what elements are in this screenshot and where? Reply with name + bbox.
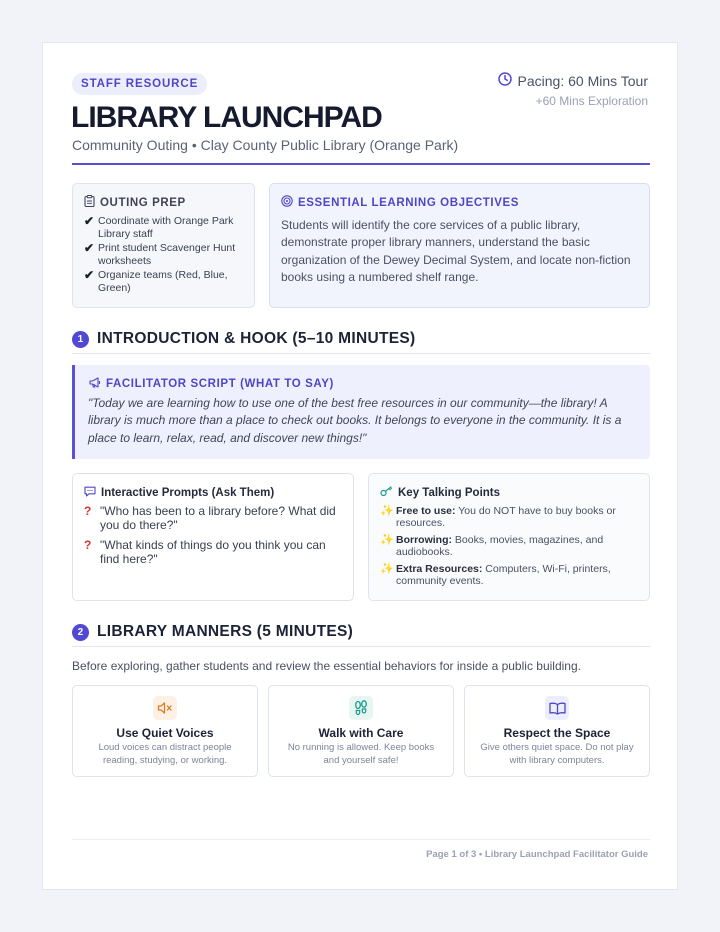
manner-card-respect-space xyxy=(464,685,650,777)
key-talking-points-heading: Key Talking Points xyxy=(380,486,500,500)
megaphone-icon xyxy=(89,377,101,391)
section-1-heading xyxy=(72,330,416,348)
manner-description: Loud voices can distract people reading, studying, or working. xyxy=(98,742,232,766)
manner-card-quiet-voices xyxy=(72,685,258,777)
question-mark-icon: ? xyxy=(84,504,92,518)
list-item: ✨ Free to use: You do NOT have to buy books or resources. xyxy=(380,505,616,529)
question-mark-icon: ? xyxy=(84,538,92,552)
section-2-heading xyxy=(72,623,353,641)
interactive-prompts-heading: Interactive Prompts (Ask Them) xyxy=(84,486,274,500)
target-icon xyxy=(281,195,293,210)
list-item: ✨ Borrowing: Books, movies, magazines, and audiobooks. xyxy=(380,534,604,558)
header-divider xyxy=(72,163,650,165)
facilitator-script-text: "Today we are learning how to use one of the best free resources in our community—the library! A library is much more than a place to check out books. It belongs to everyone in the community. It is a place to learn, relax, read, and discover new things!" xyxy=(88,396,622,445)
manner-description: Give others quiet space. Do not play with library computers. xyxy=(480,742,634,766)
manner-title: Use Quiet Voices xyxy=(116,726,214,740)
page-footer: Page 1 of 3 • Library Launchpad Facilitator Guide xyxy=(426,849,648,860)
outing-prep-box xyxy=(72,183,255,308)
clipboard-icon xyxy=(84,195,95,210)
mute-icon xyxy=(153,696,177,720)
list-item: ? "What kinds of things do you think you can find here?" xyxy=(84,538,326,566)
section-divider xyxy=(72,353,650,354)
manner-title: Respect the Space xyxy=(503,726,611,740)
clock-icon xyxy=(498,72,512,89)
chat-icon xyxy=(84,486,96,500)
talking-points-list xyxy=(380,505,642,592)
key-icon xyxy=(380,486,393,500)
checkmark-icon: ✔ xyxy=(84,214,95,228)
outing-prep-heading: OUTING PREP xyxy=(84,195,186,210)
manner-description: No running is allowed. Keep books and yourself safe! xyxy=(287,742,435,766)
footsteps-icon xyxy=(349,696,373,720)
section-number: 1 xyxy=(72,331,89,348)
staff-resource-badge: STAFF RESOURCE xyxy=(72,73,207,95)
objectives-heading: ESSENTIAL LEARNING OBJECTIVES xyxy=(281,195,519,210)
pacing-info xyxy=(498,72,648,89)
section-title: INTRODUCTION & HOOK (5–10 MINUTES) xyxy=(97,330,416,347)
sparkle-icon: ✨ xyxy=(380,534,394,546)
list-item: ✔ Print student Scavenger Hunt worksheets xyxy=(84,241,236,267)
list-item: ✔ Coordinate with Orange Park Library staff xyxy=(84,214,234,240)
page-title: LIBRARY LAUNCHPAD xyxy=(71,101,382,134)
manner-card-walk-with-care xyxy=(268,685,454,777)
facilitator-script-box xyxy=(72,365,650,459)
outing-prep-list xyxy=(84,215,249,296)
key-talking-points-card xyxy=(368,473,650,601)
sparkle-icon: ✨ xyxy=(380,563,394,575)
document-page xyxy=(42,42,678,890)
objectives-box xyxy=(269,183,650,308)
checkmark-icon: ✔ xyxy=(84,241,95,255)
pacing-text: Pacing: 60 Mins Tour xyxy=(517,72,648,89)
pacing-subtext: +60 Mins Exploration xyxy=(535,94,648,108)
section-divider xyxy=(72,646,650,647)
footer-divider xyxy=(72,839,650,840)
book-icon xyxy=(545,696,569,720)
checkmark-icon: ✔ xyxy=(84,268,95,282)
section-number: 2 xyxy=(72,624,89,641)
manner-title: Walk with Care xyxy=(318,726,404,740)
objectives-text: Students will identify the core services of a public library, demonstrate proper library manners, understand the basic organization of the Dewey Decimal System, and locate non-fiction books using a numbered shelf range. xyxy=(281,218,631,284)
manners-intro-text: Before exploring, gather students and review the essential behaviors for inside a public building. xyxy=(72,659,581,673)
sparkle-icon: ✨ xyxy=(380,505,394,517)
list-item: ✔ Organize teams (Red, Blue, Green) xyxy=(84,268,228,294)
list-item: ? "Who has been to a library before? What did you do there?" xyxy=(84,504,336,532)
interactive-prompts-card xyxy=(72,473,354,601)
page-subtitle: Community Outing • Clay County Public Library (Orange Park) xyxy=(72,137,459,153)
list-item: ✨ Extra Resources: Computers, Wi-Fi, printers, community events. xyxy=(380,563,611,587)
prompts-list xyxy=(84,505,344,573)
section-title: LIBRARY MANNERS (5 MINUTES) xyxy=(97,623,354,640)
facilitator-script-heading: FACILITATOR SCRIPT (WHAT TO SAY) xyxy=(89,377,334,391)
